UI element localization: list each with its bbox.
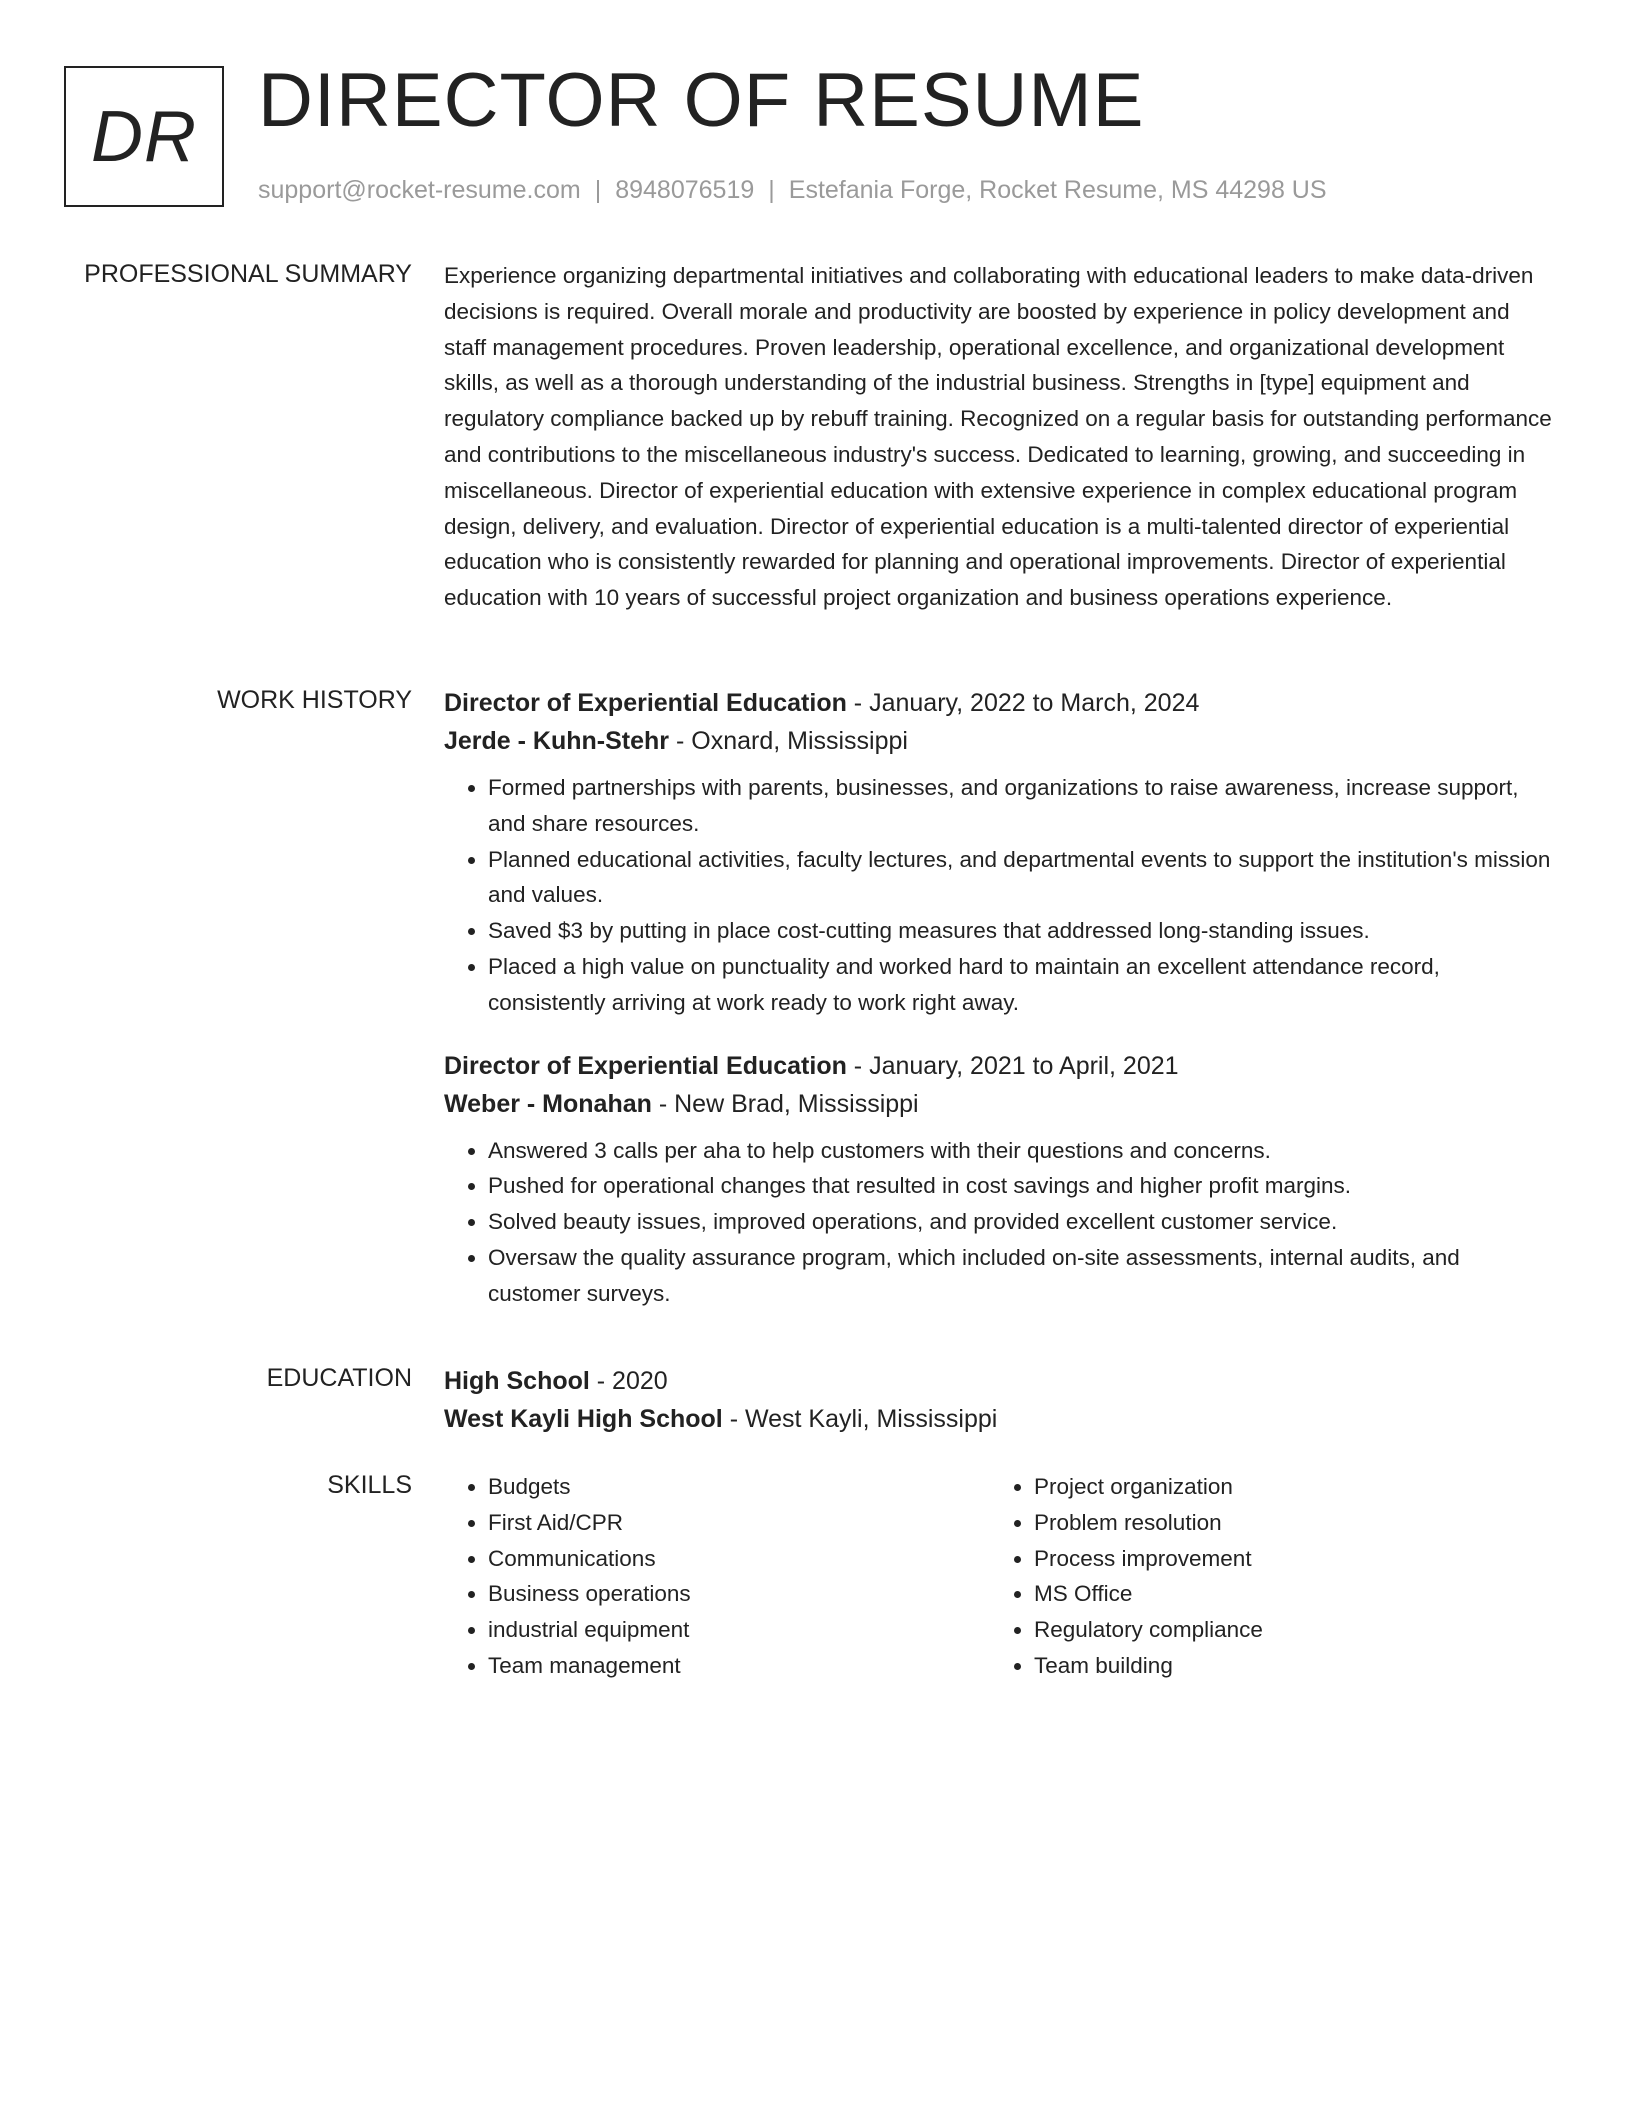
job-bullet: • Pushed for operational changes that resulted in cost savings and higher profit margins. — [488, 1168, 1556, 1204]
job-bullets — [444, 1133, 1556, 1312]
email-text: support@rocket-resume.com — [258, 176, 581, 204]
job-title-line — [444, 1047, 1556, 1085]
skill-item: • Team building — [1034, 1648, 1536, 1684]
skill-item: • Budgets — [488, 1469, 990, 1505]
job-entry — [444, 684, 1556, 1021]
job-bullet: • Solved beauty issues, improved operations, and provided excellent customer service. — [488, 1204, 1556, 1240]
contact-separator: | — [768, 176, 775, 204]
job-bullet: • Formed partnerships with parents, businesses, and organizations to raise awareness, increase support, and share resources. — [488, 770, 1556, 842]
job-location: - Oxnard, Mississippi — [669, 727, 908, 755]
job-title: Director of Experiential Education — [444, 1051, 847, 1080]
job-bullets — [444, 770, 1556, 1021]
contact-separator: | — [594, 176, 602, 204]
work-history-body — [444, 684, 1556, 1338]
skill-item: • industrial equipment — [488, 1612, 990, 1648]
job-bullet: • Saved $3 by putting in place cost-cutting measures that addressed long-standing issues. — [488, 913, 1556, 949]
job-title: Director of Experiential Education — [444, 689, 847, 717]
summary-body — [444, 258, 1556, 616]
contact-line — [258, 174, 1327, 206]
skills-column-left — [444, 1469, 990, 1684]
job-company-line — [444, 1085, 1556, 1123]
monogram-badge: DR — [64, 66, 224, 207]
job-dates: - January, 2021 to April, 2021 — [846, 1051, 1179, 1080]
page-title: DIRECTOR OF RESUME — [258, 58, 1145, 143]
skill-item: • First Aid/CPR — [488, 1505, 990, 1541]
education-school: West Kayli High School — [444, 1405, 723, 1433]
education-body — [444, 1362, 1556, 1438]
job-company-line — [444, 722, 1556, 760]
address-text: Estefania Forge, Rocket Resume, MS 44298 US — [788, 176, 1327, 204]
job-bullet: • Answered 3 calls per aha to help customers with their questions and concerns. — [488, 1133, 1556, 1169]
skill-item: • Team management — [488, 1648, 990, 1684]
education-location: - West Kayli, Mississippi — [722, 1405, 998, 1433]
skill-item: • Communications — [488, 1541, 990, 1577]
section-heading-summary: PROFESSIONAL SUMMARY — [84, 260, 412, 288]
skill-item: • Problem resolution — [1034, 1505, 1536, 1541]
job-bullet: • Placed a high value on punctuality and worked hard to maintain an excellent attendance record, consistently arriving at work ready to work right away. — [488, 949, 1556, 1021]
education-degree-line — [444, 1362, 1556, 1400]
job-location: - New Brad, Mississippi — [651, 1089, 919, 1118]
section-heading-education: EDUCATION — [266, 1364, 412, 1392]
job-entry — [444, 1047, 1556, 1312]
education-year: - 2020 — [589, 1367, 668, 1395]
skill-item: • Regulatory compliance — [1034, 1612, 1536, 1648]
section-heading-skills: SKILLS — [327, 1471, 412, 1499]
skills-body — [444, 1469, 1556, 1684]
skill-item: • Business operations — [488, 1576, 990, 1612]
job-bullet: • Oversaw the quality assurance program, which included on-site assessments, internal audits, and customer surveys. — [488, 1240, 1556, 1312]
job-company: Weber - Monahan — [444, 1089, 652, 1118]
section-heading-work-history: WORK HISTORY — [217, 686, 412, 714]
skill-item: • MS Office — [1034, 1576, 1536, 1612]
skills-list — [990, 1469, 1536, 1684]
skill-item: • Project organization — [1034, 1469, 1536, 1505]
job-company: Jerde - Kuhn-Stehr — [444, 727, 670, 755]
phone-text: 8948076519 — [615, 176, 755, 204]
job-bullet: • Planned educational activities, faculty lectures, and departmental events to support the institution's mission and values. — [488, 842, 1556, 914]
summary-text: Experience organizing departmental initiatives and collaborating with educational leaders to make data-driven decisions is required. Overall morale and productivity are boosted by experience in policy development and staff management procedures. Proven leadership, operational excellence, and organizational development skills, as well as a thorough understanding of the industrial business. Strengths in [type] equipment and regulatory compliance backed up by rebuff training. Recognized on a regular basis for outstanding performance and contributions to the miscellaneous industry's success. Dedicated to learning, growing, and succeeding in miscellaneous. Director of experiential education with extensive experience in complex educational program design, delivery, and evaluation. Director of experiential education is a multi-talented director of experiential education who is consistently rewarded for planning and operational improvements. Director of experiential education with 10 years of successful project organization and business operations experience. — [444, 263, 1552, 611]
skills-list — [444, 1469, 990, 1684]
job-dates: - January, 2022 to March, 2024 — [846, 689, 1200, 717]
job-title-line — [444, 684, 1556, 722]
education-school-line — [444, 1400, 1556, 1438]
skill-item: • Process improvement — [1034, 1541, 1536, 1577]
skills-column-right — [990, 1469, 1536, 1684]
education-degree: High School — [444, 1367, 590, 1395]
skills-columns — [444, 1469, 1556, 1684]
